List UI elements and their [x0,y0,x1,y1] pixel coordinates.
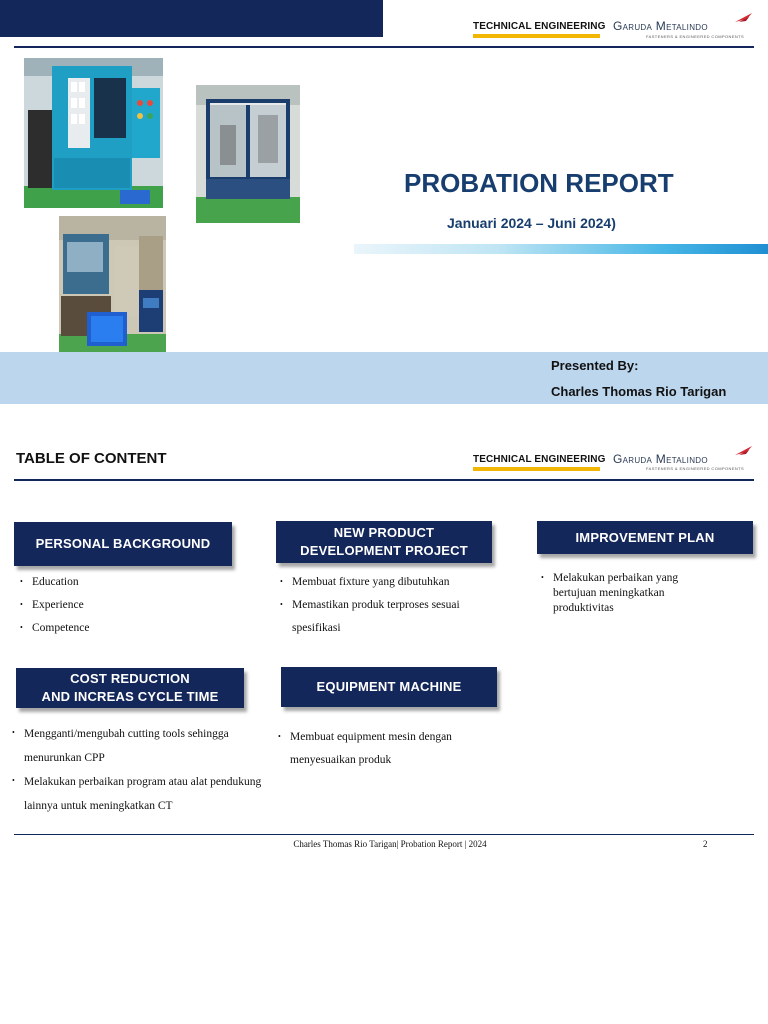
garuda-wing-icon [735,446,753,456]
page-number: 2 [703,839,708,849]
list-item: • Education [16,571,236,594]
header-navy-bar [0,0,383,37]
section-heading-equipment-machine [281,667,497,707]
presented-by-label: Presented By: [551,358,639,373]
company-tagline: FASTENERS & ENGINEERED COMPONENTS [646,466,745,471]
company-name: Garuda Metalindo [613,19,708,33]
section-heading-cost-reduction [16,668,244,708]
list-item: • Melakukan perbaikan program atau alat pendukung lainnya untuk meningkatkan CT [8,770,270,818]
section-list-cost-reduction [8,722,270,818]
section-list-equipment-machine [274,726,464,772]
section-heading-personal-background [14,522,232,566]
section-heading-text: AND INCREAS CYCLE TIME [41,689,219,704]
footer-divider [14,834,754,835]
list-item: • Memastikan produk terproses sesuai spesifikasi [276,594,466,640]
list-item: • Membuat fixture yang dibutuhkan [276,571,466,594]
garuda-wing-icon [735,13,753,23]
section-list-personal-background [16,571,236,640]
machine-photo-3 [59,216,166,354]
section-heading-text: PERSONAL BACKGROUND [35,536,211,551]
toc-title: TABLE OF CONTENT [16,450,167,467]
toc-divider [14,479,754,481]
section-heading-text: EQUIPMENT MACHINE [316,679,462,694]
list-item: • Melakukan perbaikan yang bertujuan meningkatkan produktivitas [537,571,717,616]
section-list-improvement-plan [537,571,717,616]
list-item: • Competence [16,617,236,640]
department-label: TECHNICAL ENGINEERING [473,21,606,32]
section-heading-new-product-development [276,521,492,563]
section-heading-text: NEW PRODUCT [333,525,435,540]
list-item: • Membuat equipment mesin dengan menyesuaikan produk [274,726,464,772]
machine-photo-2 [196,85,300,223]
footer-text: Charles Thomas Rio Tarigan| Probation Report | 2024 [293,839,487,849]
section-heading-text: DEVELOPMENT PROJECT [300,543,468,558]
department-underline [473,34,600,38]
header-divider [14,46,754,48]
report-period: Januari 2024 – Juni 2024) [447,215,616,231]
section-heading-text: COST REDUCTION [70,671,190,686]
report-title: PROBATION REPORT [404,168,674,198]
department-underline [473,467,600,471]
machine-photo-1 [24,58,163,208]
list-item: • Mengganti/mengubah cutting tools sehingga menurunkan CPP [8,722,270,770]
list-item: • Experience [16,594,236,617]
company-name: Garuda Metalindo [613,452,708,466]
department-label: TECHNICAL ENGINEERING [473,454,606,465]
section-heading-text: IMPROVEMENT PLAN [575,529,715,545]
section-heading-improvement-plan [537,521,753,554]
title-accent-bar [354,244,768,254]
presenter-name: Charles Thomas Rio Tarigan [551,384,727,399]
company-tagline: FASTENERS & ENGINEERED COMPONENTS [646,34,745,39]
section-list-new-product-development [276,571,466,640]
